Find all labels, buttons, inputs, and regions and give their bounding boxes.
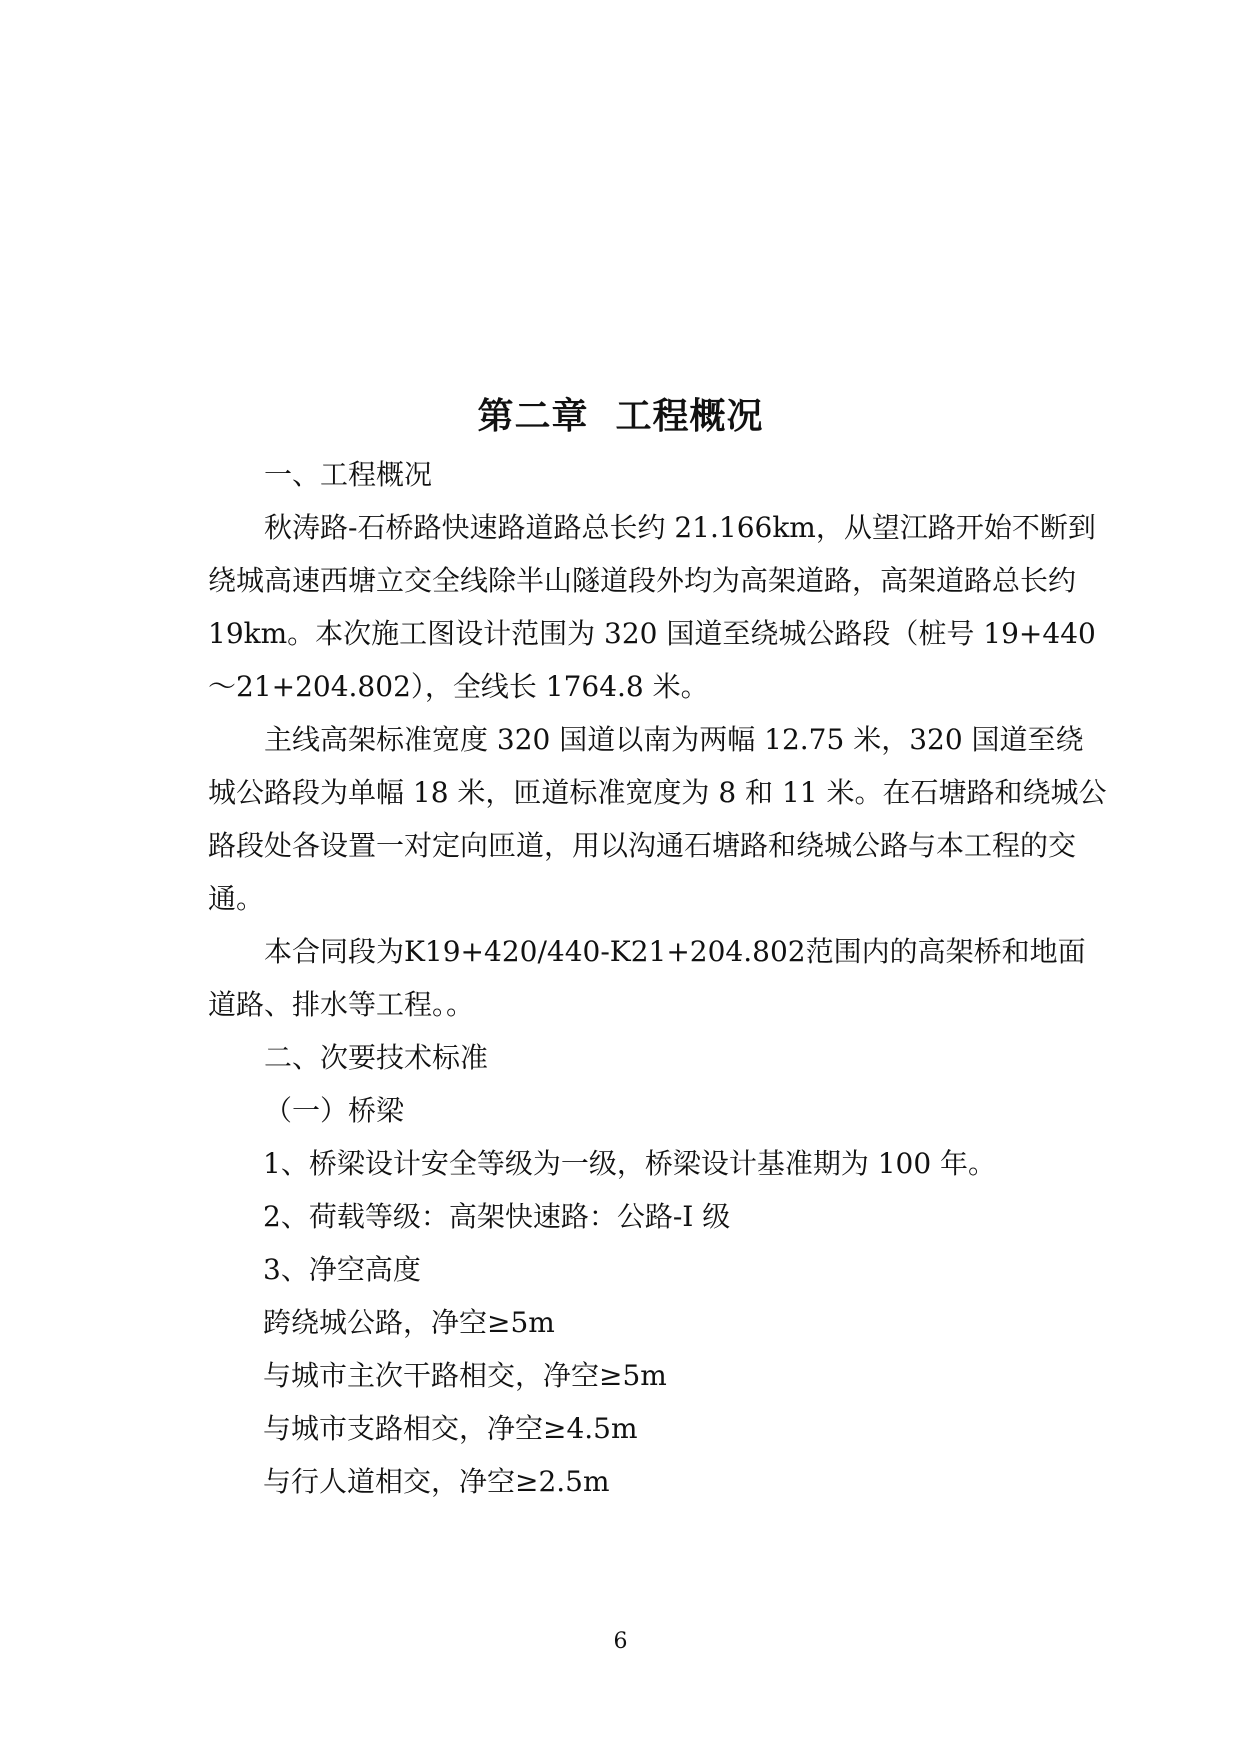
document-body: [208, 448, 1108, 1508]
clearance-ring-road: 跨绕城公路，净空≥5m: [263, 1306, 555, 1339]
list-item-load-grade: 2、荷载等级：高架快速路：公路-I 级: [263, 1200, 731, 1233]
page-number: 6: [613, 1629, 628, 1654]
chapter-title: 第二章 工程概况: [477, 396, 764, 437]
subsection-heading-bridges: （一）桥梁: [264, 1094, 405, 1127]
paragraph-contract-section: 本合同段为K19+420/440-K21+204.802范围内的高架桥和地面道路、排水等工程。。: [208, 935, 1086, 1021]
section-heading-overview: 一、工程概况: [264, 458, 433, 491]
section-heading-technical-standards: 二、次要技术标准: [264, 1041, 489, 1074]
clearance-sidewalks: 与行人道相交，净空≥2.5m: [263, 1465, 610, 1498]
paragraph-overview: 秋涛路-石桥路快速路道路总长约 21.166km，从望江路开始不断到绕城高速西塘立交全线除半山隧道段外均为高架道路，高架道路总长约 19km。本次施工图设计范围为 320 国道至绕城公路段（桩号 19+440～21+204.802），全线长 1764.8 米。: [208, 511, 1096, 703]
list-item-safety-grade: 1、桥梁设计安全等级为一级，桥梁设计基准期为 100 年。: [263, 1147, 997, 1180]
clearance-main-roads: 与城市主次干路相交，净空≥5m: [263, 1359, 667, 1392]
list-item-clearance-height: 3、净空高度: [263, 1253, 421, 1286]
paragraph-widths: 主线高架标准宽度 320 国道以南为两幅 12.75 米，320 国道至绕城公路段为单幅 18 米，匝道标准宽度为 8 和 11 米。在石塘路和绕城公路段处各设置一对定向匝道，用以沟通石塘路和绕城公路与本工程的交通。: [208, 723, 1107, 915]
clearance-branch-roads: 与城市支路相交，净空≥4.5m: [263, 1412, 638, 1445]
